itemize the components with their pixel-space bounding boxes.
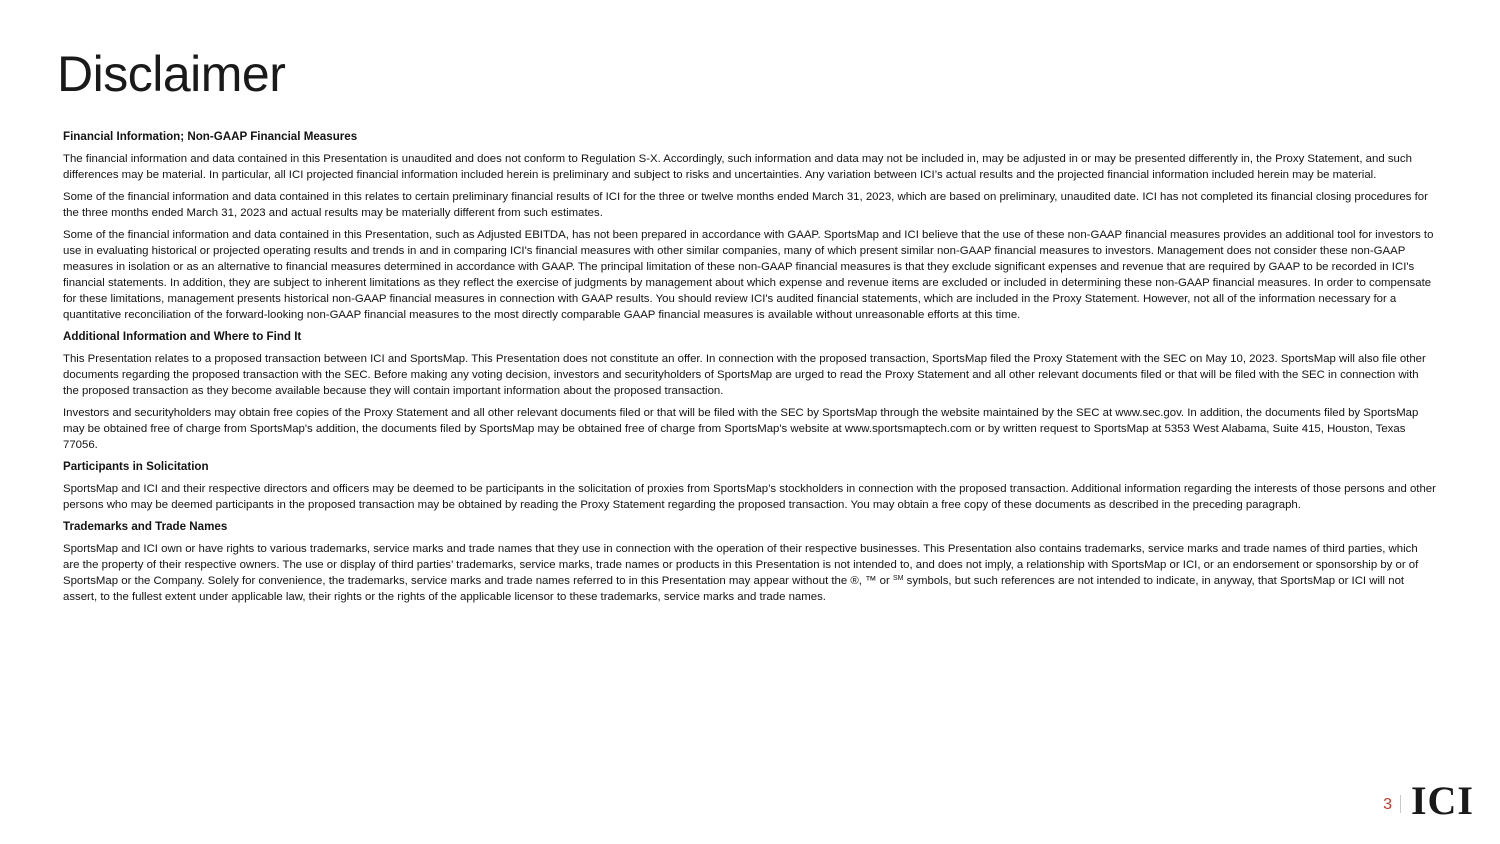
service-mark-superscript: SM	[892, 575, 904, 582]
slide-footer	[1383, 778, 1474, 823]
footer-divider	[1400, 795, 1401, 813]
paragraph: Some of the financial information and data contained in this relates to certain preliminary financial results of ICI for the three or twelve months ended March 31, 2023, which are based on preliminary, unaudited date. ICI has not completed its financial closing procedures for the three months ended March 31, 2023 and actual results may be materially different from such estimates.	[63, 191, 1428, 219]
slide-title: Disclaimer	[57, 46, 286, 102]
paragraph-text: symbols, but such references are not intended to indicate, in anyway, that SportsMap or ICI will not assert, to the fullest extent under applicable law, their rights or the rights of the applicable licensor to these trademarks, service marks and trade names.	[63, 575, 1405, 603]
paragraph: Some of the financial information and data contained in this Presentation, such as Adjusted EBITDA, has not been prepared in accordance with GAAP. SportsMap and ICI believe that the use of these non-GAAP financial measures provides an additional tool for investors to use in evaluating historical or projected operating results and trends in and in comparing ICI's financial measures with other similar companies, many of which present similar non-GAAP financial measures to investors. Management does not consider these non-GAAP measures in isolation or as an alternative to financial measures determined in accordance with GAAP. The principal limitation of these non-GAAP financial measures is that they exclude significant expenses and revenue that are required by GAAP to be recorded in ICI's financial statements. In addition, they are subject to inherent limitations as they reflect the exercise of judgments by management about which expense and revenue items are excluded or included in determining these non-GAAP financial measures. In order to compensate for these limitations, management presents historical non-GAAP financial measures in connection with GAAP results. You should review ICI's audited financial statements, which are included in the Proxy Statement. However, not all of the information necessary for a quantitative reconciliation of the forward-looking non-GAAP financial measures to the most directly comparable GAAP financial measures is available without unreasonable efforts at this time.	[63, 229, 1434, 321]
section-heading: Additional Information and Where to Find It	[63, 330, 302, 343]
paragraph: Investors and securityholders may obtain free copies of the Proxy Statement and all other relevant documents filed or that will be filed with the SEC by SportsMap through the website maintained by the SEC at www.sec.gov. In addition, the documents filed by SportsMap may be obtained free of charge from SportsMap's addition, the documents filed by SportsMap may be obtained free of charge from SportsMap's website at www.sportsmaptech.com or by written request to SportsMap at 5353 West Alabama, Suite 415, Houston, Texas 77056.	[63, 407, 1419, 451]
section-additional-information	[63, 329, 1437, 453]
section-trademarks	[63, 519, 1437, 605]
paragraph: SportsMap and ICI and their respective directors and officers may be deemed to be participants in the solicitation of proxies from SportsMap’s stockholders in connection with the proposed transaction. Additional information regarding the interests of those persons and other persons who may be deemed participants in the proposed transaction may be obtained by reading the Proxy Statement regarding the proposed transaction. You may obtain a free copy of these documents as described in the preceding paragraph.	[63, 483, 1436, 511]
section-heading: Participants in Solicitation	[63, 460, 209, 473]
section-participants	[63, 459, 1437, 513]
paragraph	[63, 541, 1437, 605]
ici-logo: ICI	[1410, 778, 1474, 823]
section-financial-information	[63, 129, 1437, 323]
paragraph: The financial information and data contained in this Presentation is unaudited and does not conform to Regulation S-X. Accordingly, such information and data may not be included in, may be adjusted in or may be presented differently in, the Proxy Statement, and such differences may be material. In particular, all ICI projected financial information included herein is preliminary and subject to risks and uncertainties. Any variation between ICI’s actual results and the projected financial information included herein may be material.	[63, 153, 1412, 181]
paragraph: This Presentation relates to a proposed transaction between ICI and SportsMap. This Presentation does not constitute an offer. In connection with the proposed transaction, SportsMap filed the Proxy Statement with the SEC on May 10, 2023. SportsMap will also file other documents regarding the proposed transaction with the SEC. Before making any voting decision, investors and securityholders of SportsMap are urged to read the Proxy Statement and all other relevant documents filed or that will be filed with the SEC in connection with the proposed transaction as they become available because they will contain important information about the proposed transaction.	[63, 353, 1426, 397]
section-heading: Financial Information; Non-GAAP Financial Measures	[63, 130, 358, 143]
paragraph-text: SportsMap and ICI own or have rights to various trademarks, service marks and trade names that they use in connection with the operation of their respective businesses. This Presentation also contains trademarks, service marks and trade names of third parties, which are the property of their respective owners. The use or display of third parties’ trademarks, service marks, trade names or products in this Presentation is not intended to, and does not imply, a relationship with SportsMap or ICI, or an endorsement or sponsorship by or of SportsMap or the Company. Solely for convenience, the trademarks, service marks and trade names referred to in this Presentation may appear without the ®, ™ or	[63, 543, 1419, 587]
section-heading: Trademarks and Trade Names	[63, 520, 228, 533]
disclaimer-body	[63, 129, 1437, 611]
page-number: 3	[1383, 796, 1392, 813]
